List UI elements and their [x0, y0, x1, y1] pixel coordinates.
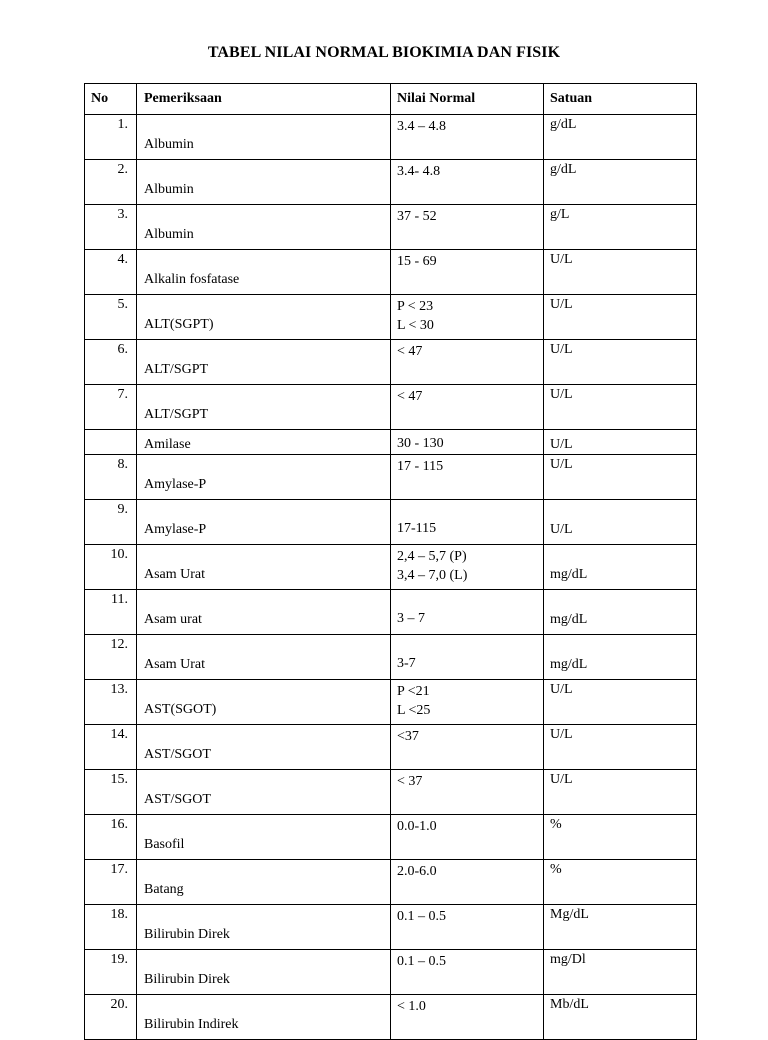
table-row — [85, 545, 697, 590]
unit: U/L — [544, 430, 697, 455]
unit: U/L — [544, 725, 697, 770]
table-body — [85, 115, 697, 1040]
table-row — [85, 160, 697, 205]
normal-value-line: 0.1 – 0.5 — [397, 954, 446, 969]
unit: mg/Dl — [544, 950, 697, 995]
exam-name: AST(SGOT) — [137, 680, 391, 725]
unit: g/dL — [544, 115, 697, 160]
table-row — [85, 590, 697, 635]
row-number: 19. — [85, 950, 137, 995]
table-row — [85, 205, 697, 250]
normal-value-line: 3.4 – 4.8 — [397, 119, 446, 134]
row-number: 12. — [85, 635, 137, 680]
normal-value-line: P <21 — [397, 684, 430, 699]
normal-value — [391, 815, 544, 860]
normal-value — [391, 725, 544, 770]
header-unit: Satuan — [544, 84, 697, 115]
table-row — [85, 725, 697, 770]
row-number: 18. — [85, 905, 137, 950]
table-header-row — [85, 84, 697, 115]
normal-value-line: < 1.0 — [397, 999, 426, 1014]
unit: g/dL — [544, 160, 697, 205]
table-row — [85, 995, 697, 1040]
normal-value — [391, 770, 544, 815]
table-row — [85, 905, 697, 950]
normal-value — [391, 455, 544, 500]
normal-value-line: 3,4 – 7,0 (L) — [397, 568, 468, 583]
exam-name: Amylase-P — [137, 455, 391, 500]
row-number: 20. — [85, 995, 137, 1040]
normal-value-line: 3.4- 4.8 — [397, 164, 441, 179]
table-row — [85, 340, 697, 385]
unit: g/L — [544, 205, 697, 250]
exam-name: AST/SGOT — [137, 770, 391, 815]
table-row — [85, 680, 697, 725]
row-number: 10. — [85, 545, 137, 590]
table-row — [85, 115, 697, 160]
unit: mg/dL — [544, 545, 697, 590]
unit: U/L — [544, 770, 697, 815]
normal-value — [391, 635, 544, 680]
normal-value — [391, 590, 544, 635]
exam-name: Albumin — [137, 160, 391, 205]
unit: U/L — [544, 455, 697, 500]
exam-name: ALT(SGPT) — [137, 295, 391, 340]
row-number: 1. — [85, 115, 137, 160]
unit: % — [544, 815, 697, 860]
row-number: 17. — [85, 860, 137, 905]
normal-value-line: 15 - 69 — [397, 254, 437, 269]
exam-name: Albumin — [137, 205, 391, 250]
header-no: No — [85, 84, 137, 115]
exam-name: Albumin — [137, 115, 391, 160]
row-number: 5. — [85, 295, 137, 340]
exam-name: Asam Urat — [137, 545, 391, 590]
table-row — [85, 500, 697, 545]
normal-value — [391, 340, 544, 385]
normal-value-line: P < 23 — [397, 299, 434, 314]
normal-value — [391, 250, 544, 295]
normal-value — [391, 860, 544, 905]
unit: U/L — [544, 385, 697, 430]
row-number: 3. — [85, 205, 137, 250]
row-number: 14. — [85, 725, 137, 770]
normal-value-line: < 37 — [397, 774, 423, 789]
unit: Mb/dL — [544, 995, 697, 1040]
table-row — [85, 430, 697, 455]
normal-value — [391, 295, 544, 340]
table-row — [85, 455, 697, 500]
exam-name: Asam Urat — [137, 635, 391, 680]
exam-name: Bilirubin Direk — [137, 905, 391, 950]
header-value: Nilai Normal — [391, 84, 544, 115]
table-row — [85, 635, 697, 680]
normal-value — [391, 500, 544, 545]
normal-value — [391, 995, 544, 1040]
exam-name: AST/SGOT — [137, 725, 391, 770]
normal-value — [391, 115, 544, 160]
normal-value-line: 3-7 — [397, 656, 416, 671]
normal-value — [391, 545, 544, 590]
exam-name: Amylase-P — [137, 500, 391, 545]
unit: U/L — [544, 295, 697, 340]
unit: U/L — [544, 500, 697, 545]
table-row — [85, 815, 697, 860]
normal-value-line: L < 30 — [397, 318, 434, 333]
unit: U/L — [544, 340, 697, 385]
exam-name: ALT/SGPT — [137, 340, 391, 385]
normal-value-line: 17 - 115 — [397, 459, 444, 474]
unit: U/L — [544, 250, 697, 295]
normal-value-line: 2.0-6.0 — [397, 864, 437, 879]
exam-name: ALT/SGPT — [137, 385, 391, 430]
row-number: 4. — [85, 250, 137, 295]
normal-value-line: 17-115 — [397, 521, 437, 536]
normal-value-line: 0.0-1.0 — [397, 819, 437, 834]
row-number — [85, 430, 137, 455]
row-number: 15. — [85, 770, 137, 815]
normal-value — [391, 905, 544, 950]
normal-value — [391, 160, 544, 205]
row-number: 13. — [85, 680, 137, 725]
normal-value-line: < 47 — [397, 344, 423, 359]
table-row — [85, 770, 697, 815]
unit: mg/dL — [544, 635, 697, 680]
exam-name: Alkalin fosfatase — [137, 250, 391, 295]
table-row — [85, 295, 697, 340]
exam-name: Batang — [137, 860, 391, 905]
normal-value-line: < 47 — [397, 389, 423, 404]
unit: mg/dL — [544, 590, 697, 635]
normal-value — [391, 950, 544, 995]
normal-value-line: <37 — [397, 729, 419, 744]
row-number: 2. — [85, 160, 137, 205]
normal-value-line: L <25 — [397, 703, 431, 718]
normal-value — [391, 430, 544, 455]
normal-values-table — [84, 83, 697, 1040]
normal-value-line: 0.1 – 0.5 — [397, 909, 446, 924]
unit: % — [544, 860, 697, 905]
row-number: 6. — [85, 340, 137, 385]
table-row — [85, 250, 697, 295]
table-row — [85, 385, 697, 430]
unit: U/L — [544, 680, 697, 725]
exam-name: Basofil — [137, 815, 391, 860]
row-number: 7. — [85, 385, 137, 430]
exam-name: Amilase — [137, 430, 391, 455]
exam-name: Asam urat — [137, 590, 391, 635]
table-row — [85, 860, 697, 905]
normal-value-line: 37 - 52 — [397, 209, 437, 224]
row-number: 9. — [85, 500, 137, 545]
normal-value-line: 2,4 – 5,7 (P) — [397, 549, 467, 564]
exam-name: Bilirubin Direk — [137, 950, 391, 995]
normal-value — [391, 680, 544, 725]
row-number: 11. — [85, 590, 137, 635]
unit: Mg/dL — [544, 905, 697, 950]
page-title: TABEL NILAI NORMAL BIOKIMIA DAN FISIK — [207, 44, 561, 61]
row-number: 16. — [85, 815, 137, 860]
normal-value — [391, 205, 544, 250]
normal-value-line: 3 – 7 — [397, 611, 425, 626]
normal-value — [391, 385, 544, 430]
row-number: 8. — [85, 455, 137, 500]
exam-name: Bilirubin Indirek — [137, 995, 391, 1040]
header-exam: Pemeriksaan — [137, 84, 391, 115]
normal-value-line: 30 - 130 — [397, 436, 444, 451]
table-row — [85, 950, 697, 995]
